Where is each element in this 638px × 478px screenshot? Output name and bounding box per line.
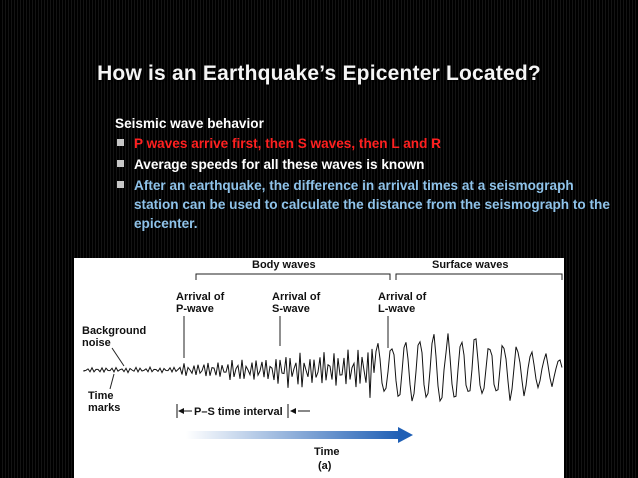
section-heading: Seismic wave behavior: [115, 116, 264, 131]
time-axis-label: Time: [314, 446, 340, 458]
seismogram-trace: [84, 333, 562, 401]
surface-waves-bracket: [396, 274, 562, 280]
seismogram-diagram: [74, 258, 564, 478]
square-bullet-icon: [117, 181, 124, 188]
arrival-s-label-1: Arrival of: [272, 291, 321, 303]
arrival-s-label-2: S-wave: [272, 303, 310, 315]
bullet-text: P waves arrive first, then S waves, then L and R: [134, 136, 441, 151]
ps-interval-left-arrowhead: [178, 408, 184, 414]
slide-title: How is an Earthquake’s Epicenter Located?: [97, 62, 541, 85]
time-marks-pointer: [110, 374, 114, 389]
square-bullet-icon: [117, 160, 124, 167]
square-bullet-icon: [117, 139, 124, 146]
ps-interval-right-arrowhead: [290, 408, 296, 414]
bullet-text: After an earthquake, the difference in arrival times at a seismograph station can be used to calculate the distance from the seismograph to the epicenter.: [134, 178, 610, 231]
time-marks-label-2: marks: [88, 402, 121, 414]
bullet-text: Average speeds for all these waves is known: [134, 157, 425, 172]
arrival-l-label-1: Arrival of: [378, 291, 427, 303]
body-waves-bracket: [196, 274, 390, 280]
body-waves-label: Body waves: [252, 259, 316, 271]
background-noise-label-2: noise: [82, 337, 111, 349]
bullet-item: [115, 176, 615, 233]
arrival-l-label-2: L-wave: [378, 303, 416, 315]
surface-waves-label: Surface waves: [432, 259, 509, 271]
bullet-item: [115, 155, 615, 174]
time-arrow-head: [398, 427, 413, 443]
background-noise-label-1: Background: [82, 325, 147, 337]
figure-caption: (a): [318, 460, 332, 472]
ps-interval-label: P–S time interval: [194, 406, 283, 418]
bullet-item: [115, 134, 615, 153]
seismogram-figure: [74, 258, 564, 478]
arrival-p-label-2: P-wave: [176, 303, 214, 315]
background-noise-pointer: [112, 348, 124, 366]
time-marks-label-1: Time: [88, 390, 114, 402]
bullet-list: [115, 134, 615, 233]
slide-body: [115, 114, 615, 235]
arrival-p-label-1: Arrival of: [176, 291, 225, 303]
time-arrow-shaft: [186, 431, 400, 439]
